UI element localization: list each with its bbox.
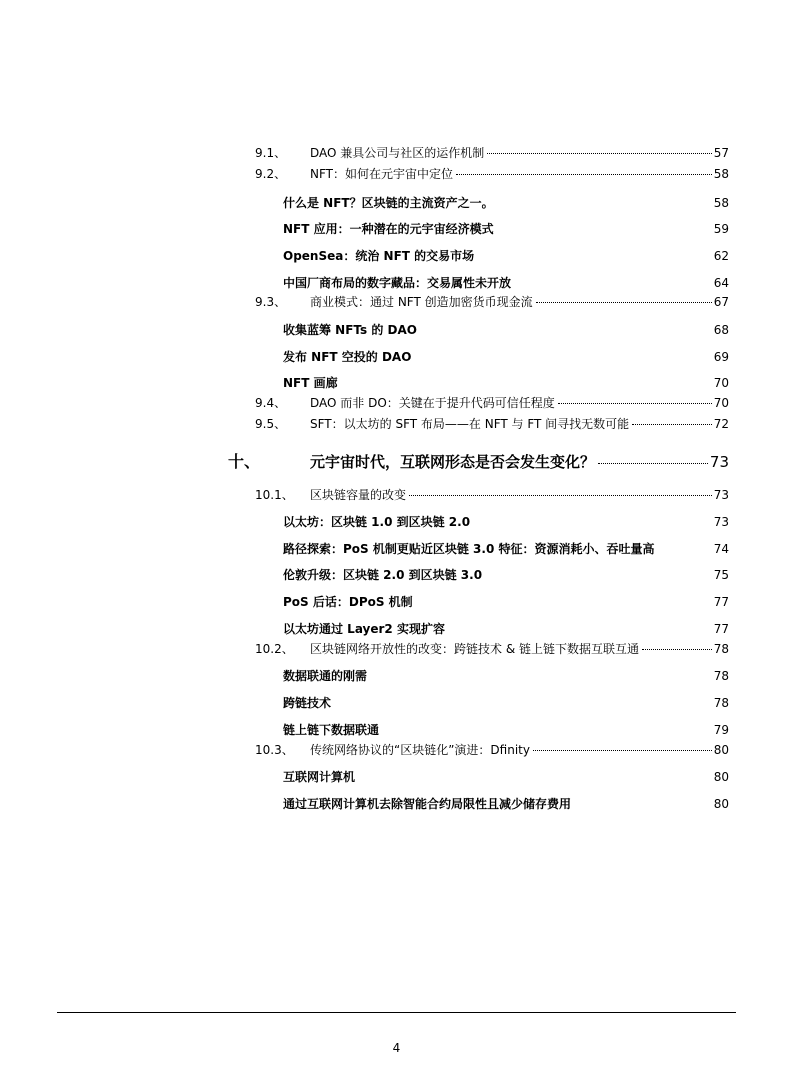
- dot-leader: [456, 174, 712, 175]
- toc-entry-10-3[interactable]: 10.3、 传统网络协议的“区块链化”演进：Dfinity 80: [255, 743, 729, 757]
- toc-entry-9-3-a[interactable]: 收集蓝筹 NFTs 的 DAO 68: [283, 323, 729, 337]
- dot-leader: [642, 649, 712, 650]
- toc-entry-9-2-b[interactable]: NFT 应用：一种潜在的元宇宙经济模式 59: [283, 222, 729, 236]
- toc-entry-10-2-a[interactable]: 数据联通的刚需 78: [283, 669, 729, 683]
- toc-entry-10-1-d[interactable]: PoS 后话：DPoS 机制 77: [283, 595, 729, 609]
- toc-entry-9-3-c[interactable]: NFT 画廊 70: [283, 376, 729, 390]
- toc-entry-10-2-b[interactable]: 跨链技术 78: [283, 696, 729, 710]
- toc-entry-9-2-c[interactable]: OpenSea：统治 NFT 的交易市场 62: [283, 249, 729, 263]
- toc-entry-9-2-a[interactable]: 什么是 NFT？区块链的主流资产之一。 58: [283, 196, 729, 210]
- toc-entry-10-3-b[interactable]: 通过互联网计算机去除智能合约局限性且减少储存费用 80: [283, 797, 729, 811]
- page-number: 4: [392, 1041, 401, 1055]
- dot-leader: [487, 153, 711, 154]
- toc-entry-9-2-d[interactable]: 中国厂商布局的数字藏品：交易属性未开放 64: [283, 276, 729, 290]
- toc-entry-10-1[interactable]: 10.1、 区块链容量的改变 73: [255, 488, 729, 502]
- toc-chapter-10[interactable]: 十、 元宇宙时代，互联网形态是否会发生变化？ 73: [228, 452, 729, 471]
- toc-entry-9-2[interactable]: 9.2、 NFT：如何在元宇宙中定位 58: [255, 167, 729, 181]
- toc-entry-10-3-a[interactable]: 互联网计算机 80: [283, 770, 729, 784]
- dot-leader: [409, 495, 712, 496]
- toc-entry-9-3[interactable]: 9.3、 商业模式：通过 NFT 创造加密货币现金流 67: [255, 295, 729, 309]
- footer-divider: [57, 1012, 736, 1013]
- toc-entry-9-1[interactable]: 9.1、 DAO 兼具公司与社区的运作机制 57: [255, 146, 729, 160]
- dot-leader: [533, 750, 712, 751]
- toc-entry-10-2-c[interactable]: 链上链下数据联通 79: [283, 723, 729, 737]
- toc-entry-9-5[interactable]: 9.5、 SFT：以太坊的 SFT 布局——在 NFT 与 FT 间寻找无数可能 72: [255, 417, 729, 431]
- dot-leader: [598, 463, 708, 464]
- toc-entry-10-1-a[interactable]: 以太坊：区块链 1.0 到区块链 2.0 73: [283, 515, 729, 529]
- toc-entry-9-4[interactable]: 9.4、 DAO 而非 DO：关键在于提升代码可信任程度 70: [255, 396, 729, 410]
- toc-entry-10-2[interactable]: 10.2、 区块链网络开放性的改变：跨链技术 & 链上链下数据互联互通 78: [255, 642, 729, 656]
- toc-entry-10-1-c[interactable]: 伦敦升级：区块链 2.0 到区块链 3.0 75: [283, 568, 729, 582]
- dot-leader: [632, 424, 712, 425]
- dot-leader: [558, 403, 712, 404]
- dot-leader: [536, 302, 712, 303]
- toc-entry-10-1-e[interactable]: 以太坊通过 Layer2 实现扩容 77: [283, 622, 729, 636]
- toc-entry-9-3-b[interactable]: 发布 NFT 空投的 DAO 69: [283, 350, 729, 364]
- toc-entry-10-1-b[interactable]: 路径探索：PoS 机制更贴近区块链 3.0 特征：资源消耗小、吞吐量高 74: [283, 542, 729, 556]
